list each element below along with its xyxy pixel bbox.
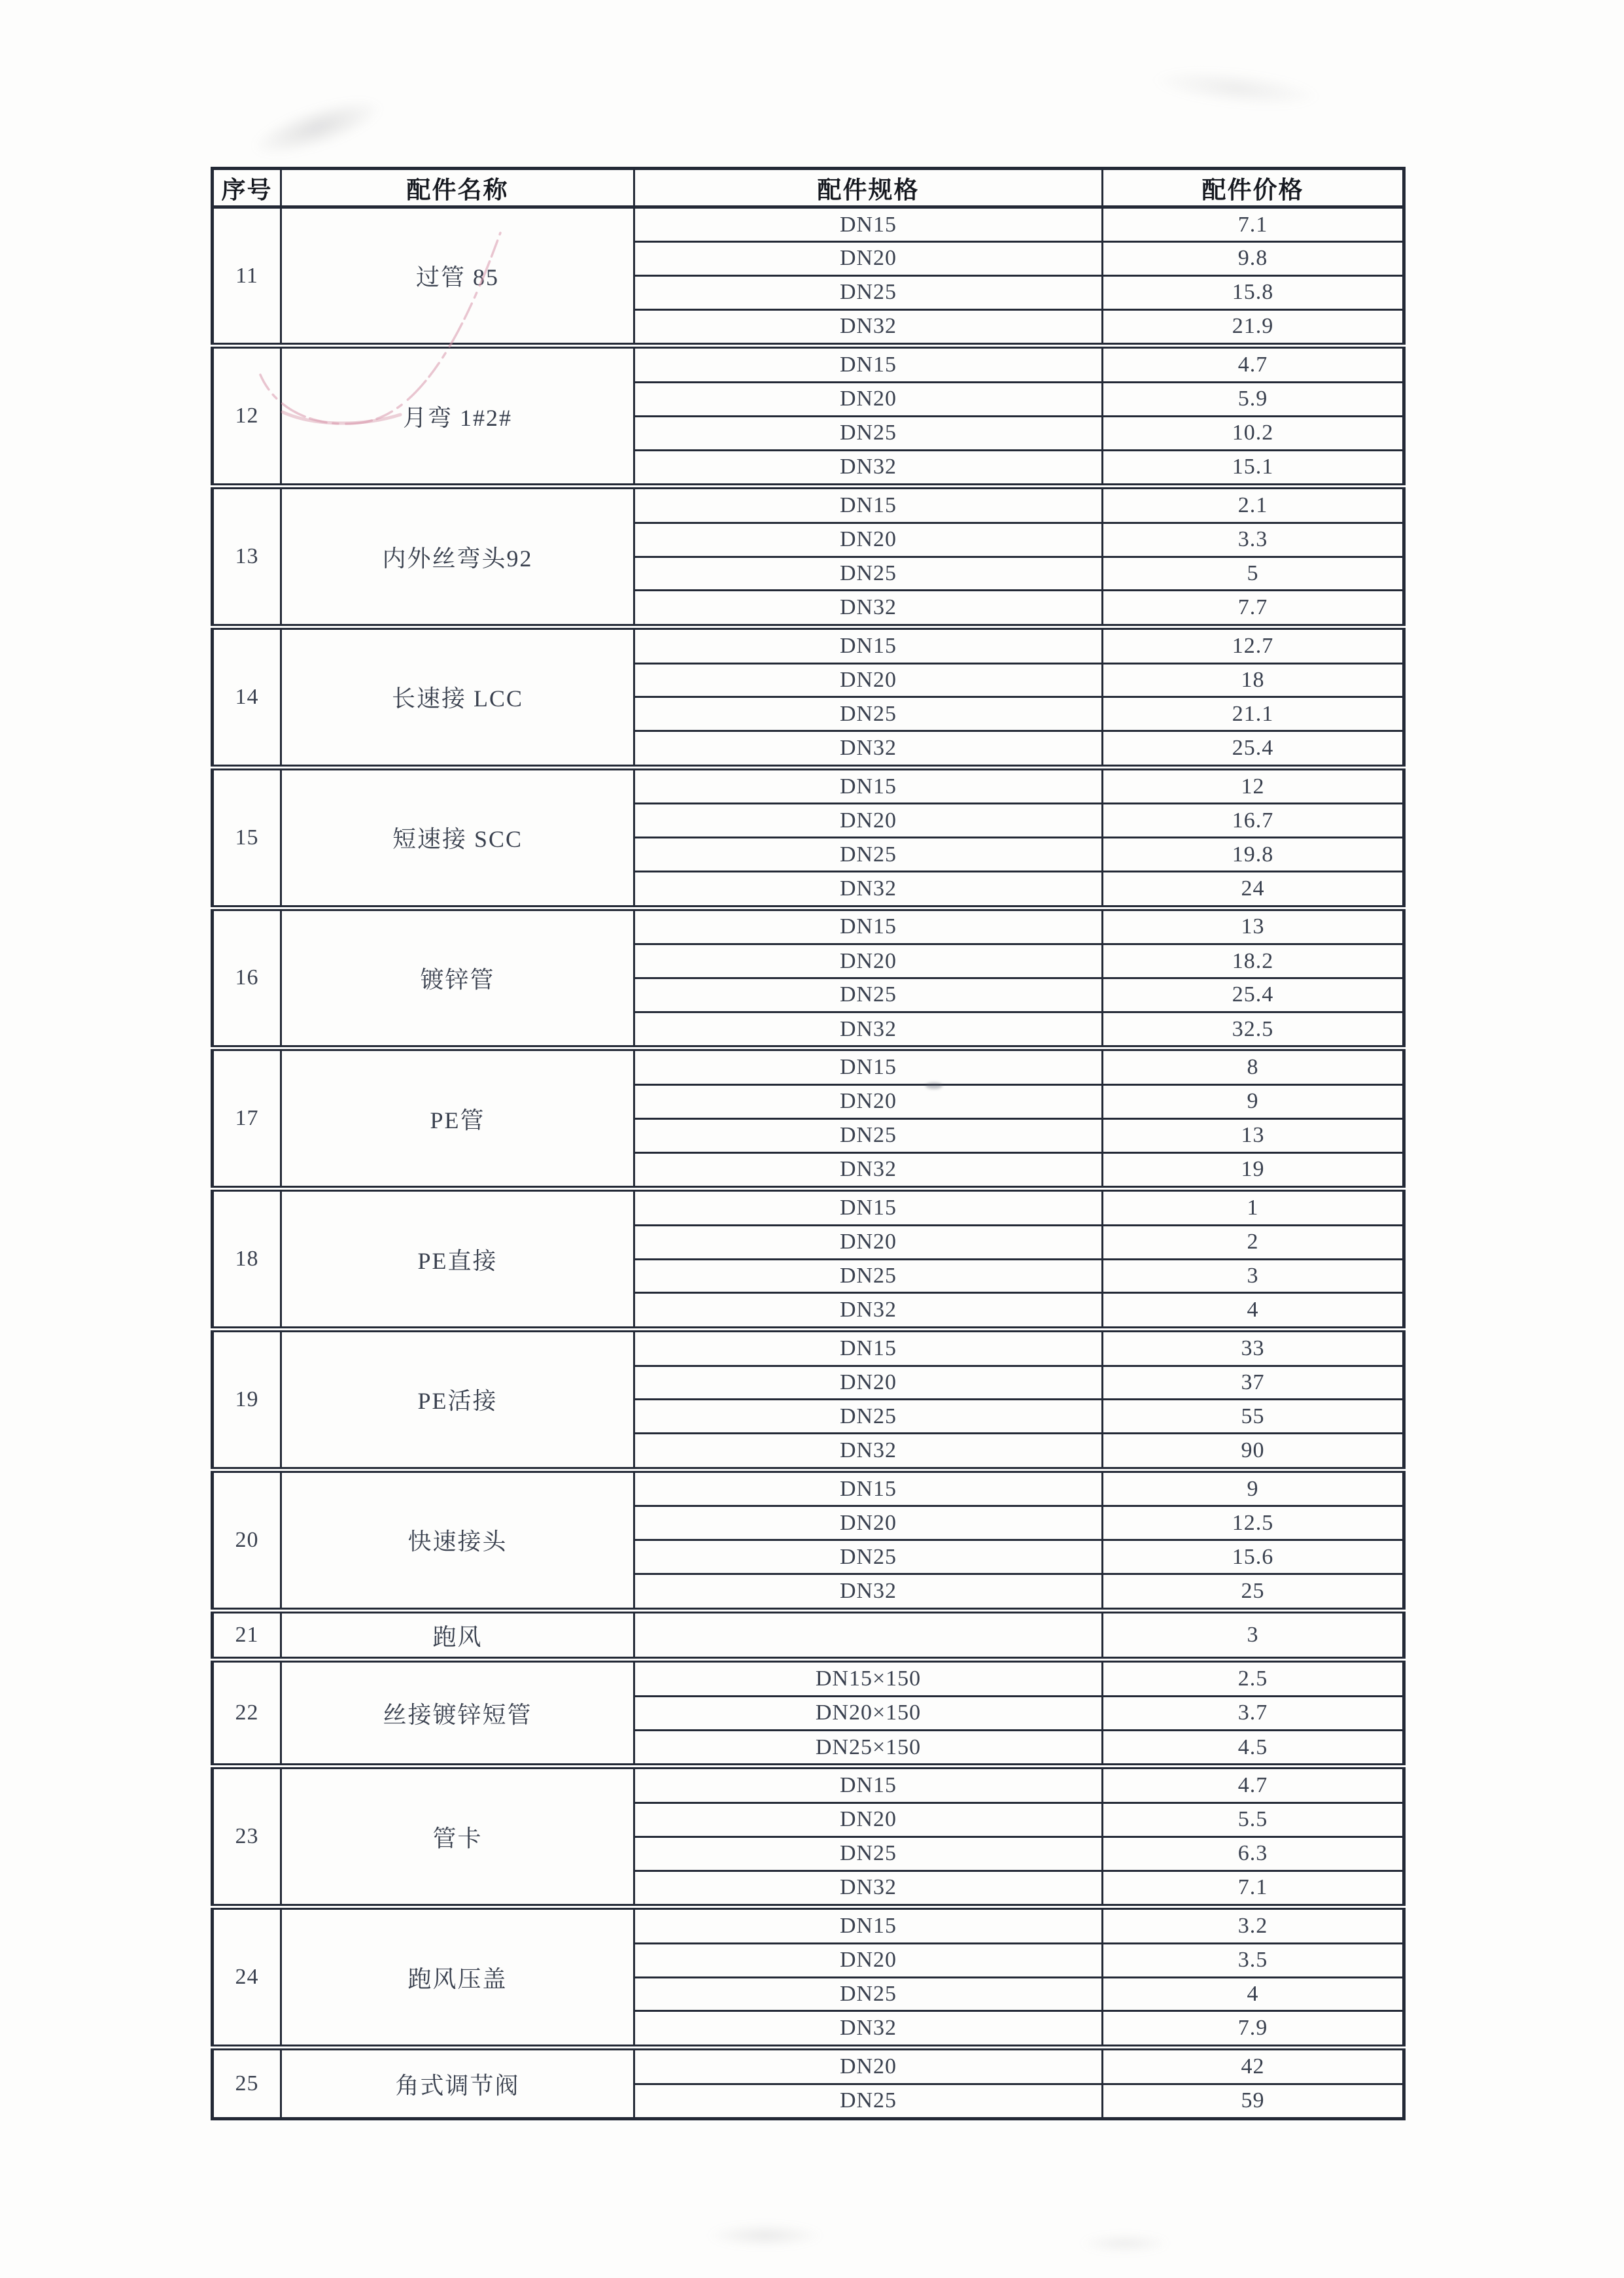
part-spec-cell: DN20 xyxy=(634,1943,1103,1977)
part-spec-cell: DN15 xyxy=(634,1048,1103,1085)
part-price-cell: 24 xyxy=(1103,871,1404,908)
part-spec-cell: DN20 xyxy=(634,944,1103,978)
row-index-cell: 14 xyxy=(213,627,281,767)
part-spec-cell: DN32 xyxy=(634,2011,1103,2048)
part-price-cell: 25.4 xyxy=(1103,731,1404,768)
table-row xyxy=(213,1660,1404,1697)
part-price-cell: 7.1 xyxy=(1103,207,1404,242)
part-price-cell: 13 xyxy=(1103,908,1404,944)
part-spec-cell: DN20 xyxy=(634,1366,1103,1400)
scan-smudge xyxy=(706,2224,824,2247)
part-spec-cell: DN32 xyxy=(634,1012,1103,1048)
part-price-cell: 21.1 xyxy=(1103,697,1404,731)
part-price-cell: 42 xyxy=(1103,2048,1404,2084)
table-row xyxy=(213,1767,1404,1803)
part-spec-cell: DN20×150 xyxy=(634,1697,1103,1731)
part-spec-cell: DN15 xyxy=(634,1767,1103,1803)
part-spec-cell: DN15 xyxy=(634,1329,1103,1366)
table-row xyxy=(213,1610,1404,1660)
part-price-cell: 15.8 xyxy=(1103,275,1404,309)
part-price-cell: 1 xyxy=(1103,1189,1404,1226)
part-spec-cell: DN15 xyxy=(634,346,1103,383)
part-price-cell: 4 xyxy=(1103,1293,1404,1330)
part-name-cell: 管卡 xyxy=(281,1767,634,1907)
part-name-cell: 过管 85 xyxy=(281,207,634,346)
row-index-cell: 19 xyxy=(213,1329,281,1470)
row-index-cell: 22 xyxy=(213,1660,281,1767)
part-spec-cell: DN25 xyxy=(634,1400,1103,1434)
table-row xyxy=(213,1470,1404,1506)
part-price-cell: 7.7 xyxy=(1103,591,1404,627)
part-spec-cell: DN15 xyxy=(634,908,1103,944)
part-spec-cell: DN15 xyxy=(634,1189,1103,1226)
table-row xyxy=(213,908,1404,944)
row-index-cell: 23 xyxy=(213,1767,281,1907)
part-price-cell: 2 xyxy=(1103,1225,1404,1259)
part-price-cell: 19.8 xyxy=(1103,838,1404,872)
row-index-cell: 21 xyxy=(213,1610,281,1660)
part-spec-cell: DN15 xyxy=(634,767,1103,804)
row-index-cell: 15 xyxy=(213,767,281,908)
part-spec-cell: DN25 xyxy=(634,1540,1103,1574)
part-spec-cell: DN15 xyxy=(634,1907,1103,1944)
row-index-cell: 13 xyxy=(213,487,281,627)
part-spec-cell: DN20 xyxy=(634,804,1103,838)
header-row xyxy=(213,169,1404,207)
part-spec-cell: DN25 xyxy=(634,838,1103,872)
part-price-cell: 3.5 xyxy=(1103,1943,1404,1977)
part-price-cell: 16.7 xyxy=(1103,804,1404,838)
parts-price-table xyxy=(211,167,1406,2120)
part-price-cell: 3.7 xyxy=(1103,1697,1404,1731)
table-row xyxy=(213,1329,1404,1366)
row-index-cell: 16 xyxy=(213,908,281,1048)
header-index: 序号 xyxy=(213,169,281,207)
part-name-cell: 跑风 xyxy=(281,1610,634,1660)
part-price-cell: 55 xyxy=(1103,1400,1404,1434)
part-price-cell: 5.5 xyxy=(1103,1803,1404,1837)
part-price-cell: 12.5 xyxy=(1103,1506,1404,1540)
part-spec-cell: DN20 xyxy=(634,1803,1103,1837)
part-spec-cell: DN20 xyxy=(634,663,1103,697)
part-spec-cell: DN25 xyxy=(634,557,1103,591)
part-spec-cell: DN32 xyxy=(634,1152,1103,1189)
part-name-cell: 角式调节阀 xyxy=(281,2048,634,2119)
part-price-cell: 8 xyxy=(1103,1048,1404,1085)
part-name-cell: 短速接 SCC xyxy=(281,767,634,908)
part-price-cell: 9 xyxy=(1103,1470,1404,1506)
part-price-cell: 9.8 xyxy=(1103,242,1404,276)
part-price-cell: 90 xyxy=(1103,1434,1404,1470)
part-spec-cell: DN20 xyxy=(634,523,1103,557)
part-price-cell: 25 xyxy=(1103,1574,1404,1611)
part-spec-cell: DN32 xyxy=(634,591,1103,627)
scan-smudge xyxy=(1079,2234,1171,2253)
part-name-cell: 月弯 1#2# xyxy=(281,346,634,487)
part-spec-cell xyxy=(634,1610,1103,1660)
part-price-cell: 25.4 xyxy=(1103,978,1404,1012)
part-price-cell: 33 xyxy=(1103,1329,1404,1366)
part-name-cell: 内外丝弯头92 xyxy=(281,487,634,627)
part-spec-cell: DN25 xyxy=(634,1118,1103,1152)
part-price-cell: 37 xyxy=(1103,1366,1404,1400)
part-price-cell: 5 xyxy=(1103,557,1404,591)
part-price-cell: 18 xyxy=(1103,663,1404,697)
part-price-cell: 10.2 xyxy=(1103,416,1404,450)
part-spec-cell: DN32 xyxy=(634,731,1103,768)
part-price-cell: 4.5 xyxy=(1103,1730,1404,1767)
table-row xyxy=(213,346,1404,383)
row-index-cell: 11 xyxy=(213,207,281,346)
row-index-cell: 18 xyxy=(213,1189,281,1330)
part-spec-cell: DN25 xyxy=(634,1837,1103,1871)
part-price-cell: 3 xyxy=(1103,1610,1404,1660)
part-spec-cell: DN32 xyxy=(634,871,1103,908)
part-spec-cell: DN25×150 xyxy=(634,1730,1103,1767)
header-part-spec: 配件规格 xyxy=(634,169,1103,207)
part-price-cell: 18.2 xyxy=(1103,944,1404,978)
part-price-cell: 3.3 xyxy=(1103,523,1404,557)
part-spec-cell: DN25 xyxy=(634,2084,1103,2118)
part-price-cell: 15.1 xyxy=(1103,450,1404,487)
part-price-cell: 5.9 xyxy=(1103,382,1404,416)
part-spec-cell: DN32 xyxy=(634,309,1103,346)
table-row xyxy=(213,1048,1404,1085)
part-name-cell: 长速接 LCC xyxy=(281,627,634,767)
part-spec-cell: DN32 xyxy=(634,1574,1103,1611)
part-spec-cell: DN25 xyxy=(634,275,1103,309)
part-price-cell: 2.1 xyxy=(1103,487,1404,523)
part-price-cell: 9 xyxy=(1103,1084,1404,1118)
part-price-cell: 3 xyxy=(1103,1259,1404,1293)
part-price-cell: 59 xyxy=(1103,2084,1404,2118)
table-row xyxy=(213,2048,1404,2084)
part-spec-cell: DN15 xyxy=(634,207,1103,242)
part-spec-cell: DN20 xyxy=(634,242,1103,276)
part-spec-cell: DN15 xyxy=(634,1470,1103,1506)
header-part-price: 配件价格 xyxy=(1103,169,1404,207)
scan-smudge xyxy=(246,88,389,167)
table-row xyxy=(213,487,1404,523)
part-spec-cell: DN25 xyxy=(634,697,1103,731)
row-index-cell: 20 xyxy=(213,1470,281,1610)
part-name-cell: PE管 xyxy=(281,1048,634,1189)
part-spec-cell: DN20 xyxy=(634,2048,1103,2084)
part-spec-cell: DN20 xyxy=(634,1225,1103,1259)
part-spec-cell: DN25 xyxy=(634,416,1103,450)
part-name-cell: PE活接 xyxy=(281,1329,634,1470)
part-price-cell: 4.7 xyxy=(1103,1767,1404,1803)
part-price-cell: 7.1 xyxy=(1103,1871,1404,1907)
header-part-name: 配件名称 xyxy=(281,169,634,207)
part-spec-cell: DN32 xyxy=(634,1871,1103,1907)
part-price-cell: 2.5 xyxy=(1103,1660,1404,1697)
part-spec-cell: DN20 xyxy=(634,382,1103,416)
table-header xyxy=(213,169,1404,207)
part-name-cell: 快速接头 xyxy=(281,1470,634,1610)
part-name-cell: 跑风压盖 xyxy=(281,1907,634,2048)
row-index-cell: 17 xyxy=(213,1048,281,1189)
part-spec-cell: DN32 xyxy=(634,1434,1103,1470)
part-name-cell: 丝接镀锌短管 xyxy=(281,1660,634,1767)
part-price-cell: 15.6 xyxy=(1103,1540,1404,1574)
part-name-cell: 镀锌管 xyxy=(281,908,634,1048)
part-spec-cell: DN15 xyxy=(634,627,1103,663)
part-price-cell: 12.7 xyxy=(1103,627,1404,663)
part-spec-cell: DN15 xyxy=(634,487,1103,523)
part-price-cell: 6.3 xyxy=(1103,1837,1404,1871)
part-spec-cell: DN25 xyxy=(634,1259,1103,1293)
table-body xyxy=(213,207,1404,2119)
part-price-cell: 19 xyxy=(1103,1152,1404,1189)
table-row xyxy=(213,1907,1404,1944)
table-row xyxy=(213,627,1404,663)
part-spec-cell: DN25 xyxy=(634,978,1103,1012)
row-index-cell: 12 xyxy=(213,346,281,487)
part-price-cell: 3.2 xyxy=(1103,1907,1404,1944)
row-index-cell: 25 xyxy=(213,2048,281,2119)
part-price-cell: 13 xyxy=(1103,1118,1404,1152)
part-spec-cell: DN20 xyxy=(634,1506,1103,1540)
table-row xyxy=(213,767,1404,804)
part-spec-cell: DN25 xyxy=(634,1977,1103,2011)
part-spec-cell: DN15×150 xyxy=(634,1660,1103,1697)
part-price-cell: 32.5 xyxy=(1103,1012,1404,1048)
part-price-cell: 12 xyxy=(1103,767,1404,804)
part-price-cell: 4.7 xyxy=(1103,346,1404,383)
part-spec-cell: DN32 xyxy=(634,1293,1103,1330)
scan-smudge xyxy=(1150,63,1322,114)
part-spec-cell: DN32 xyxy=(634,450,1103,487)
part-price-cell: 21.9 xyxy=(1103,309,1404,346)
part-name-cell: PE直接 xyxy=(281,1189,634,1330)
row-index-cell: 24 xyxy=(213,1907,281,2048)
table-row xyxy=(213,1189,1404,1226)
table-row xyxy=(213,207,1404,242)
part-price-cell: 7.9 xyxy=(1103,2011,1404,2048)
part-spec-cell: DN20 xyxy=(634,1084,1103,1118)
part-price-cell: 4 xyxy=(1103,1977,1404,2011)
